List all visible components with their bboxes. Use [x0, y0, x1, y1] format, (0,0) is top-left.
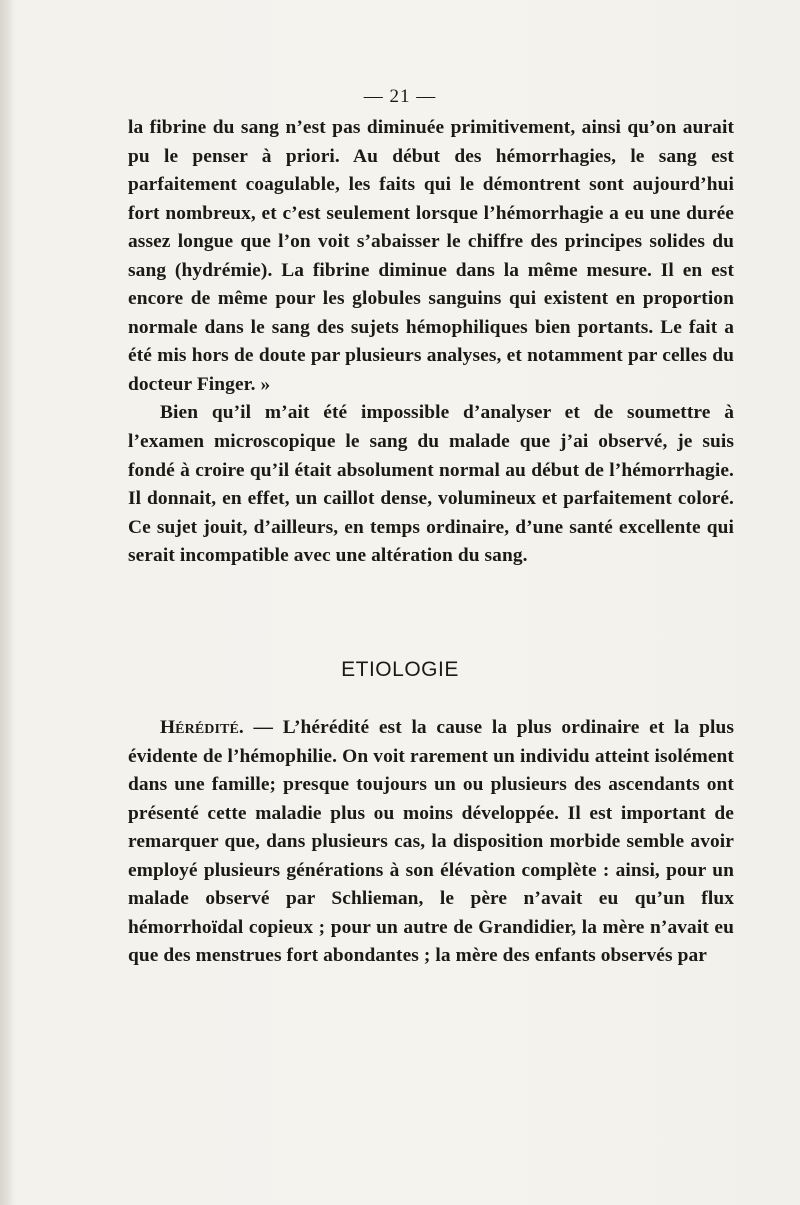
page-number: — 21 —: [363, 86, 437, 107]
page-gutter-shadow: [0, 0, 14, 1205]
section-heading: ETIOLOGIE: [341, 658, 459, 681]
body-text-bottom: [128, 714, 734, 971]
paragraph-lead-term: Hérédité.: [160, 717, 244, 738]
paragraph-heredite-text: — L’hérédité est la cause la plus ordinaire et la plus évidente de l’hémophilie. On voit rarement un individu atteint isolément dans une famille; presque toujours un ou plusieurs des ascendants ont présenté cette maladie plus ou moins développée. Il est important de remarquer que, dans plusieurs cas, la disposition morbide semble avoir employé plusieurs générations à son élévation complète : ainsi, pour un malade observé par Schlieman, le père n’avait eu qu’un flux hémorrhoïdal copieux ; pour un autre de Grandidier, la mère n’avait eu que des menstrues fort abondantes ; la mère des enfants observés par: [128, 717, 734, 967]
body-text-top: [128, 114, 734, 571]
paragraph-2: Bien qu’il m’ait été impossible d’analyser et de soumettre à l’examen microscopique le sang du malade que j’ai observé, je suis fondé à croire qu’il était absolument normal au début de l’hémorrhagie. Il donnait, en effet, un caillot dense, volumineux et parfaitement coloré. Ce sujet jouit, d’ailleurs, en temps ordinaire, d’une santé excellente qui serait incompatible avec une altération du sang.: [128, 402, 734, 567]
paragraph-1: la fibrine du sang n’est pas diminuée primitivement, ainsi qu’on aurait pu le penser à priori. Au début des hémorrhagies, le sang est parfaitement coagulable, les faits qui le démontrent sont aujourd’hui fort nombreux, et c’est seulement lorsque l’hémorrhagie a eu une durée assez longue que l’on voit s’abaisser le chiffre des principes solides du sang (hydrémie). La fibrine diminue dans la même mesure. Il en est encore de même pour les globules sanguins qui existent en proportion normale dans le sang des sujets hémophiliques bien portants. Le fait a été mis hors de doute par plusieurs analyses, et notamment par celles du docteur Finger. »: [128, 117, 734, 395]
paragraph-heredite: [128, 714, 734, 971]
